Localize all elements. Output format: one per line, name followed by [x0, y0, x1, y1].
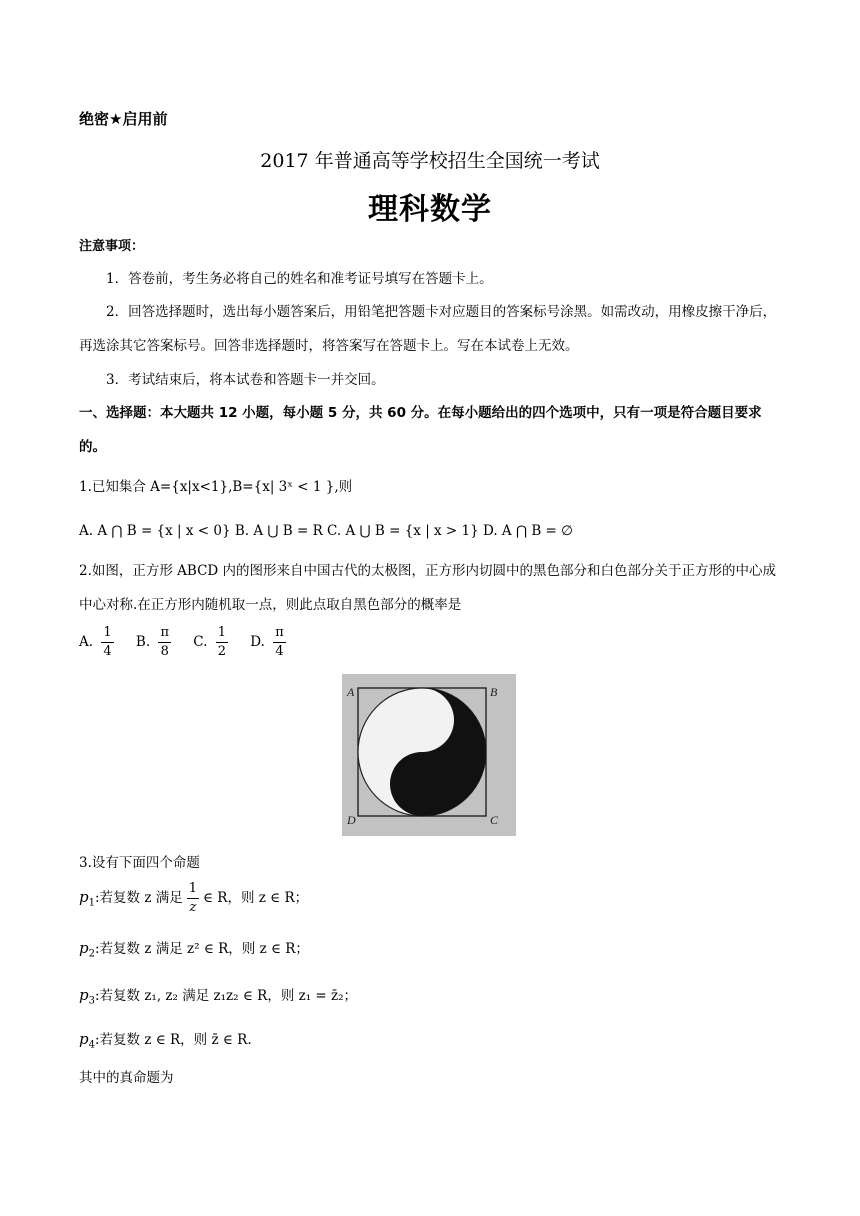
question-1-stem: 1.已知集合 A={x|x<1},B={x| 3ˣ < 1 },则: [79, 479, 353, 495]
label-d: D: [347, 813, 356, 827]
secret-label: 绝密★启用前: [79, 110, 168, 128]
proposition-p2: $p_2$:若复数 z 满足 z² ∈ R，则 z ∈ R；: [79, 939, 309, 960]
black-dot: [415, 777, 429, 791]
question-3-closing: 其中的真命题为: [79, 1070, 174, 1086]
question-2-options: [79, 624, 304, 661]
proposition-p4: $p_4$:若复数 z ∈ R，则 z̄ ∈ R.: [79, 1030, 252, 1051]
fraction: $\frac{1}{z}$: [188, 881, 198, 915]
option-c: C. $\frac{1}{2}$: [193, 625, 226, 659]
option-d: D. $\frac{\pi}{4}$: [250, 625, 284, 659]
notice-item-3: 3．考试结束后，将本试卷和答题卡一并交回。: [106, 372, 385, 388]
question-3-stem: 3.设有下面四个命题: [79, 855, 200, 871]
taiji-diagram: [342, 674, 516, 836]
exam-title: 2017 年普通高等学校招生全国统一考试: [260, 150, 600, 172]
proposition-p3: $p_3$:若复数 z₁, z₂ 满足 z₁z₂ ∈ R，则 z₁ = z̄₂；: [79, 986, 358, 1007]
section-heading: 一、选择题：本大题共 12 小题，每小题 5 分，共 60 分。在每小题给出的四个选项中，只有一项是符合题目要求的。: [79, 405, 762, 455]
question-1-options: A. A ⋂ B = {x | x < 0} B. A ⋃ B = R C. A ⋃ B = {x | x > 1} D. A ⋂ B = ∅: [79, 523, 573, 539]
notice-item-1: 1．答卷前，考生务必将自己的姓名和准考证号填写在答题卡上。: [106, 271, 493, 287]
label-c: C: [490, 813, 499, 827]
question-2-stem: 2.如图，正方形 ABCD 内的图形来自中国古代的太极图，正方形内切圆中的黑色部分和白色部分关于正方形的中心成中心对称.在正方形内随机取一点，则此点取自黑色部分的概率是: [79, 563, 777, 613]
fraction: $\frac{1}{2}$: [217, 625, 226, 659]
label-a: A: [347, 685, 355, 699]
option-b: B. $\frac{\pi}{8}$: [135, 625, 169, 659]
notice-heading: 注意事项：: [79, 239, 145, 254]
fraction: $\frac{\pi}{8}$: [160, 625, 169, 659]
fraction: $\frac{\pi}{4}$: [275, 625, 284, 659]
white-dot: [415, 713, 429, 727]
option-a: A. $\frac{1}{4}$: [79, 625, 112, 659]
label-b: B: [490, 685, 498, 699]
subject-title: 理科数学: [368, 192, 492, 227]
notice-item-2: 2．回答选择题时，选出每小题答案后，用铅笔把答题卡对应题目的答案标号涂黑。如需改动，用橡皮擦干净后，再选涂其它答案标号。回答非选择题时，将答案写在答题卡上。写在本试卷上无效。: [79, 304, 777, 354]
fraction: $\frac{1}{4}$: [103, 625, 112, 659]
proposition-p1: $p_1$:若复数 z 满足 $\frac{1}{z}$ ∈ R，则 z ∈ R；: [79, 881, 309, 915]
taiji-figure: [342, 674, 516, 836]
